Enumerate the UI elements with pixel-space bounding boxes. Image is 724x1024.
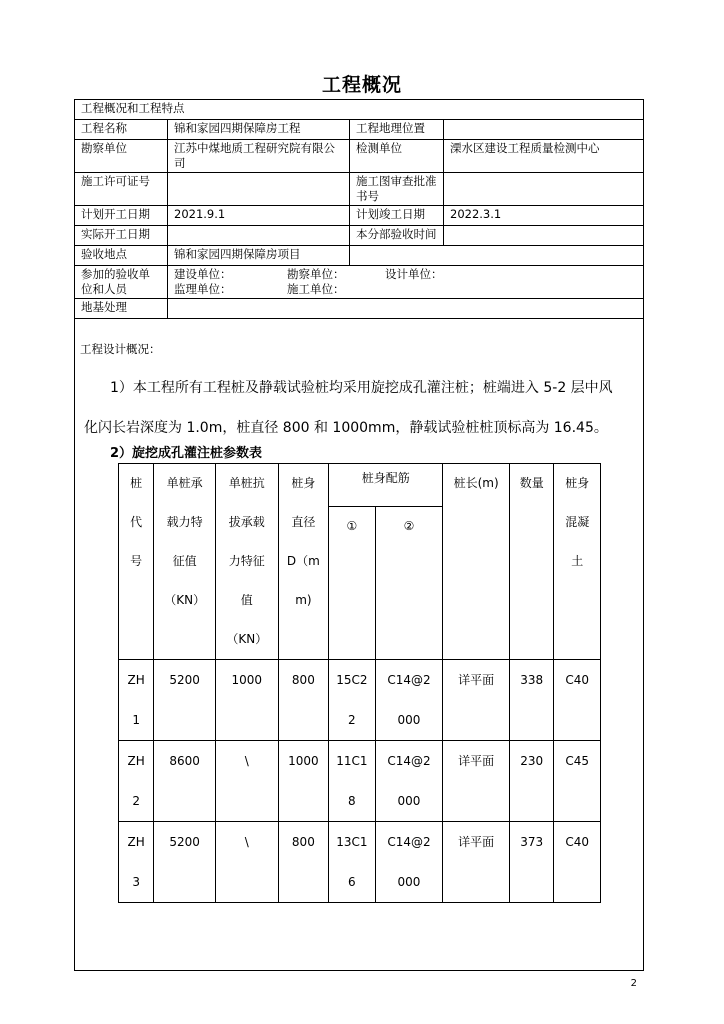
supervision-unit: 监理单位： [174, 282, 232, 296]
test-unit-value: 溧水区建设工程质量检测中心 [444, 140, 644, 173]
drawing-review-value [444, 173, 644, 206]
actual-start-label: 实际开工日期 [75, 226, 168, 246]
survey-unit-value: 江苏中煤地质工程研究院有限公司 [168, 140, 350, 173]
header-concrete: 桩身 混凝 土 [554, 464, 601, 660]
drawing-review-label: 施工图审查批准书号 [350, 173, 444, 206]
construction-unit: 建设单位： [174, 267, 232, 281]
survey-unit-label: 勘察单位 [75, 140, 168, 173]
acceptance-time-value [444, 226, 644, 246]
info-heading: 工程概况和工程特点 [75, 100, 644, 120]
header-rebar: 桩身配筋 [329, 464, 443, 507]
design-line-1: 1）本工程所有工程桩及静载试验桩均采用旋挖成孔灌注桩；桩端进入 5-2 层中风 [110, 380, 613, 396]
design-overview-label: 工程设计概况： [80, 342, 161, 356]
contractor-unit: 施工单位： [287, 282, 345, 296]
location-label: 工程地理位置 [350, 120, 444, 140]
acceptance-place-label: 验收地点 [75, 246, 168, 266]
location-value [444, 120, 644, 140]
plan-start-label: 计划开工日期 [75, 206, 168, 226]
table-row: ZH 3 5200 \ 800 13C1 6 C14@2 000 详平面 373 C40 [119, 822, 601, 903]
table-row: ZH 1 5200 1000 800 15C2 2 C14@2 000 详平面 338 C40 [119, 660, 601, 741]
header-code: 桩 代 号 [119, 464, 154, 660]
page-number: 2 [630, 978, 637, 989]
header-uplift: 单桩抗 拔承载 力特征 值 （KN） [215, 464, 278, 660]
survey-unit-participant: 勘察单位： [287, 267, 345, 281]
actual-start-value [168, 226, 350, 246]
foundation-label: 地基处理 [75, 299, 168, 319]
header-diameter: 桩身 直径 D（m m) [278, 464, 329, 660]
header-rebar-2: ② [375, 506, 443, 659]
header-length: 桩长(m) [443, 464, 510, 660]
project-info-table [74, 99, 644, 319]
plan-end-label: 计划竣工日期 [350, 206, 444, 226]
permit-label: 施工许可证号 [75, 173, 168, 206]
plan-end-value: 2022.3.1 [444, 206, 644, 226]
design-line-2: 化闪长岩深度为 1.0m，桩直径 800 和 1000mm，静载试验桩桩顶标高为 16.45。 [84, 420, 608, 436]
permit-value [168, 173, 350, 206]
pile-parameter-table [118, 463, 601, 903]
plan-start-value: 2021.9.1 [168, 206, 350, 226]
acceptance-place-value: 锦和家园四期保障房项目 [168, 246, 350, 266]
project-name-value: 锦和家园四期保障房工程 [168, 120, 350, 140]
acceptance-place-blank [350, 246, 644, 266]
header-bearing: 单桩承 载力特 征值 （KN） [154, 464, 216, 660]
acceptance-time-label: 本分部验收时间 [350, 226, 444, 246]
pile-table-title: 2）旋挖成孔灌注桩参数表 [110, 446, 263, 461]
participants-value [168, 266, 644, 299]
design-paragraph [84, 368, 639, 448]
participants-label: 参加的验收单位和人员 [75, 266, 168, 299]
table-row: ZH 2 8600 \ 1000 11C1 8 C14@2 000 详平面 230 C45 [119, 741, 601, 822]
design-unit: 设计单位： [385, 267, 443, 281]
header-rebar-1: ① [329, 506, 375, 659]
test-unit-label: 检测单位 [350, 140, 444, 173]
project-name-label: 工程名称 [75, 120, 168, 140]
header-count: 数量 [510, 464, 554, 660]
page-title: 工程概况 [321, 74, 402, 96]
foundation-value [168, 299, 644, 319]
